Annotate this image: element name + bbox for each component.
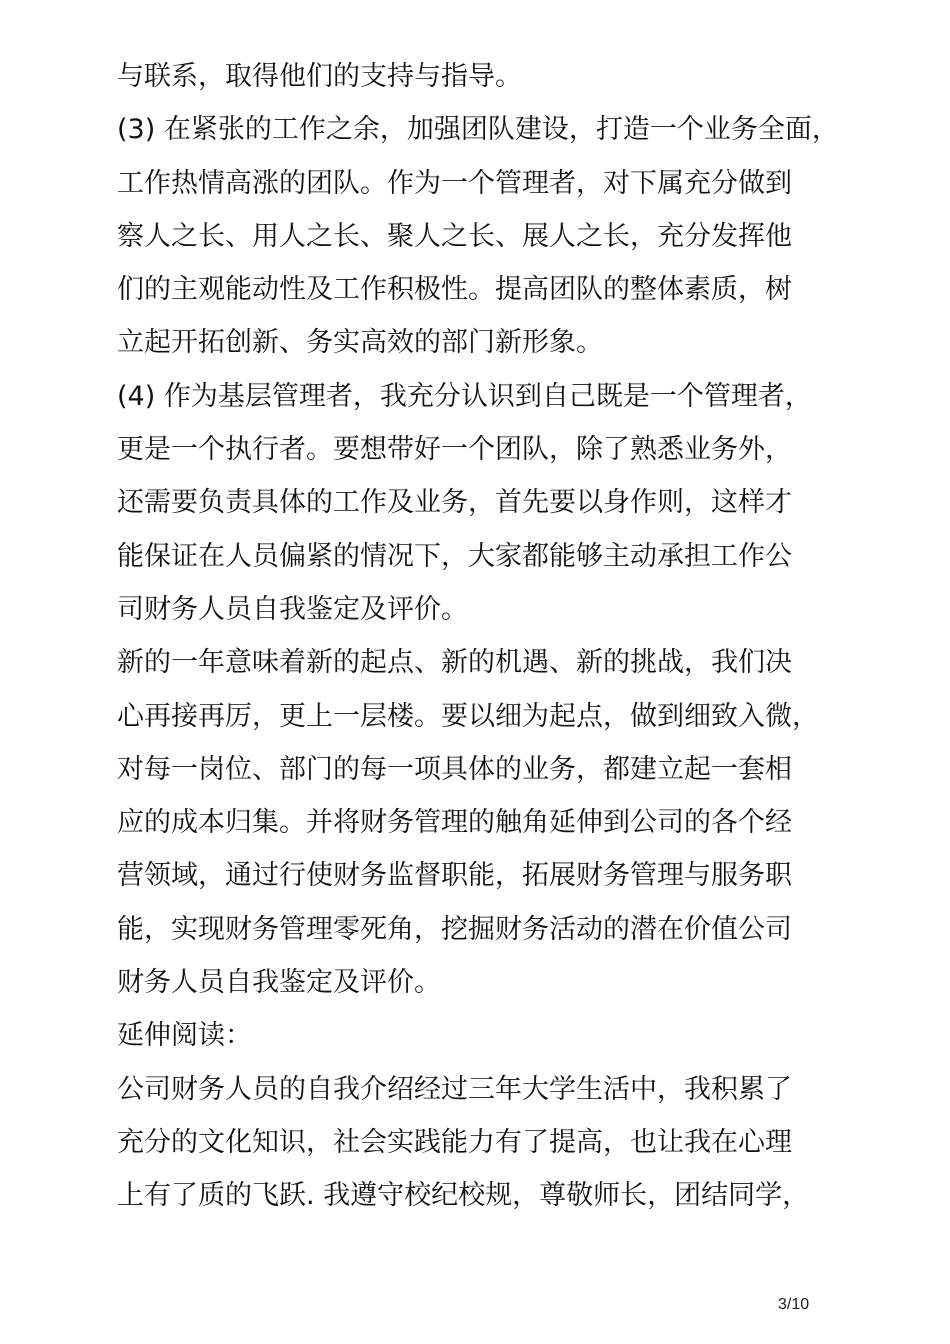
text-line: 财务人员自我鉴定及评价。 xyxy=(117,967,441,999)
body-text xyxy=(117,50,837,1223)
text-line: 与联系，取得他们的支持与指导。 xyxy=(117,61,522,92)
text-line: 能保证在人员偏紧的情况下，大家都能够主动承担工作公 xyxy=(117,540,792,572)
text-line: 对每一岗位、部门的每一项具体的业务，都建立起一套相 xyxy=(117,753,792,785)
text-line: 还需要负责具体的工作及业务，首先要以身作则，这样才 xyxy=(117,487,792,519)
text-line: 们的主观能动性及工作积极性。提高团队的整体素质，树 xyxy=(117,274,792,306)
text-line: (4) 作为基层管理者，我充分认识到自己既是一个管理者， xyxy=(117,380,812,412)
text-line: 司财务人员自我鉴定及评价。 xyxy=(117,593,468,625)
text-line: 能，实现财务管理零死角，挖掘财务活动的潜在价值公司 xyxy=(117,913,792,945)
text-line: 上有了质的飞跃. 我遵守校纪校规，尊敬师长，团结同学， xyxy=(117,1180,810,1212)
text-line: 工作热情高涨的团队。作为一个管理者，对下属充分做到 xyxy=(117,167,792,199)
page-number: 3/10 xyxy=(778,1296,810,1313)
text-line: 察人之长、用人之长、聚人之长、展人之长，充分发挥他 xyxy=(117,220,792,252)
text-line: 应的成本归集。并将财务管理的触角延伸到公司的各个经 xyxy=(117,807,792,839)
text-line: 充分的文化知识，社会实践能力有了提高，也让我在心理 xyxy=(117,1126,792,1158)
text-line: 公司财务人员的自我介绍经过三年大学生活中，我积累了 xyxy=(117,1073,792,1105)
text-line: 更是一个执行者。要想带好一个团队，除了熟悉业务外， xyxy=(117,434,792,466)
text-line: 新的一年意味着新的起点、新的机遇、新的挑战，我们决 xyxy=(117,647,792,679)
section-heading: 延伸阅读： xyxy=(117,1020,252,1052)
text-line: 营领域，通过行使财务监督职能，拓展财务管理与服务职 xyxy=(117,860,792,892)
text-line: 立起开拓创新、务实高效的部门新形象。 xyxy=(117,327,603,359)
text-line: 心再接再厉，更上一层楼。要以细为起点，做到细致入微， xyxy=(117,700,819,732)
text-line: (3) 在紧张的工作之余，加强团队建设，打造一个业务全面， xyxy=(117,114,839,146)
